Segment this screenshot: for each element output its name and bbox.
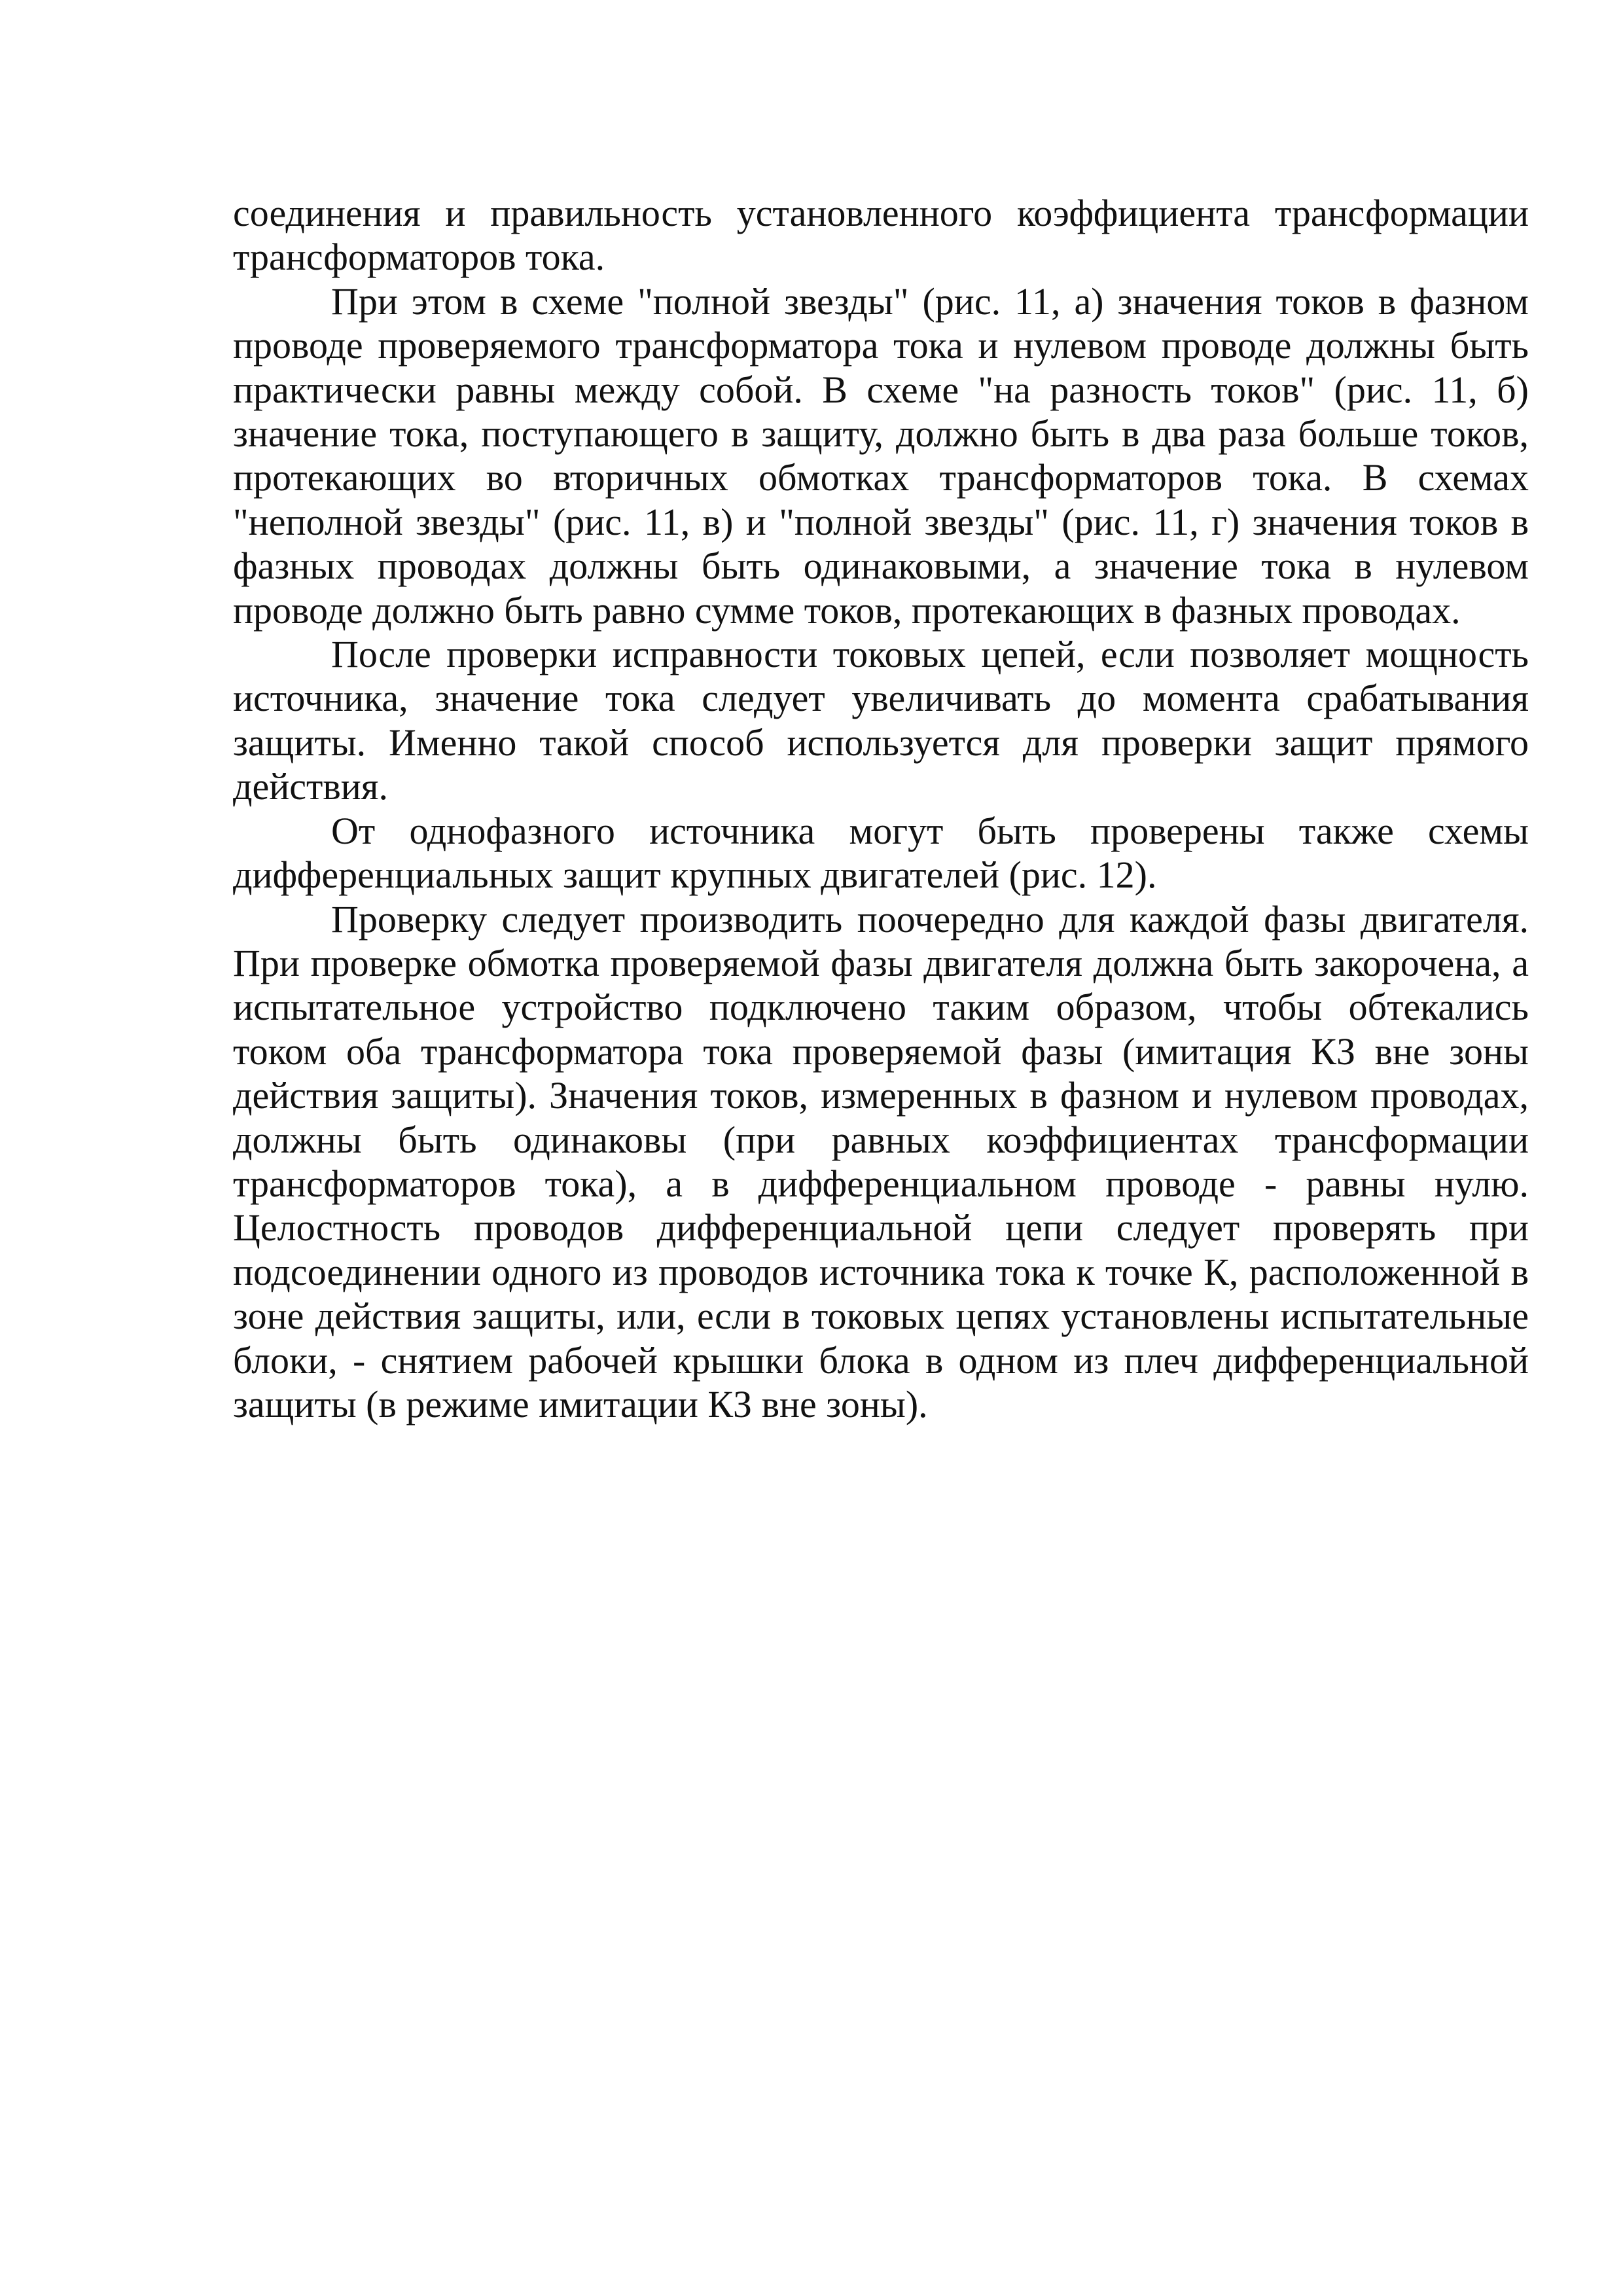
paragraph-phase-check: Проверку следует производить поочередно для каждой фазы двигателя. При проверке обмотка проверяемой фазы двигателя должна быть закорочена, а испытательное устройство подключено таким образом, чтобы обтекались током оба трансформатора тока проверяемой фазы (имитация КЗ вне зоны действия защиты). Значения токов, измеренных в фазном и нулевом проводах, должны быть одинаковы (при равных коэффициентах трансформации трансформаторов тока), а в дифференциальном проводе - равны нулю. Целостность проводов дифференциальной цепи следует проверять при подсоединении одного из проводов источника тока к точке К, расположенной в зоне действия защиты, или, если в токовых цепях установлены испытательные блоки, - снятием рабочей крышки блока в одном из плеч дифференциальной защиты (в режиме имитации КЗ вне зоны). xyxy=(233,897,1529,1426)
paragraph-current-increase: После проверки исправности токовых цепей, если позволяет мощность источника, значение тока следует увеличивать до момента срабатывания защиты. Именно такой способ используется для проверки защит прямого действия. xyxy=(233,633,1529,808)
document-body xyxy=(233,191,1529,1426)
paragraph-full-star-scheme: При этом в схеме "полной звезды" (рис. 11, а) значения токов в фазном проводе проверяемого трансформатора тока и нулевом проводе должны быть практически равны между собой. В схеме "на разность токов" (рис. 11, б) значение тока, поступающего в защиту, должно быть в два раза больше токов, протекающих во вторичных обмотках трансформаторов тока. В схемах "неполной звезды" (рис. 11, в) и "полной звезды" (рис. 11, г) значения токов в фазных проводах должны быть одинаковыми, а значение тока в нулевом проводе должно быть равно сумме токов, протекающих в фазных проводах. xyxy=(233,279,1529,632)
paragraph-single-phase-source: От однофазного источника могут быть проверены также схемы дифференциальных защит крупных двигателей (рис. 12). xyxy=(233,809,1529,897)
paragraph-continuation: соединения и правильность установленного коэффициента трансформации трансформаторов тока. xyxy=(233,192,1529,279)
